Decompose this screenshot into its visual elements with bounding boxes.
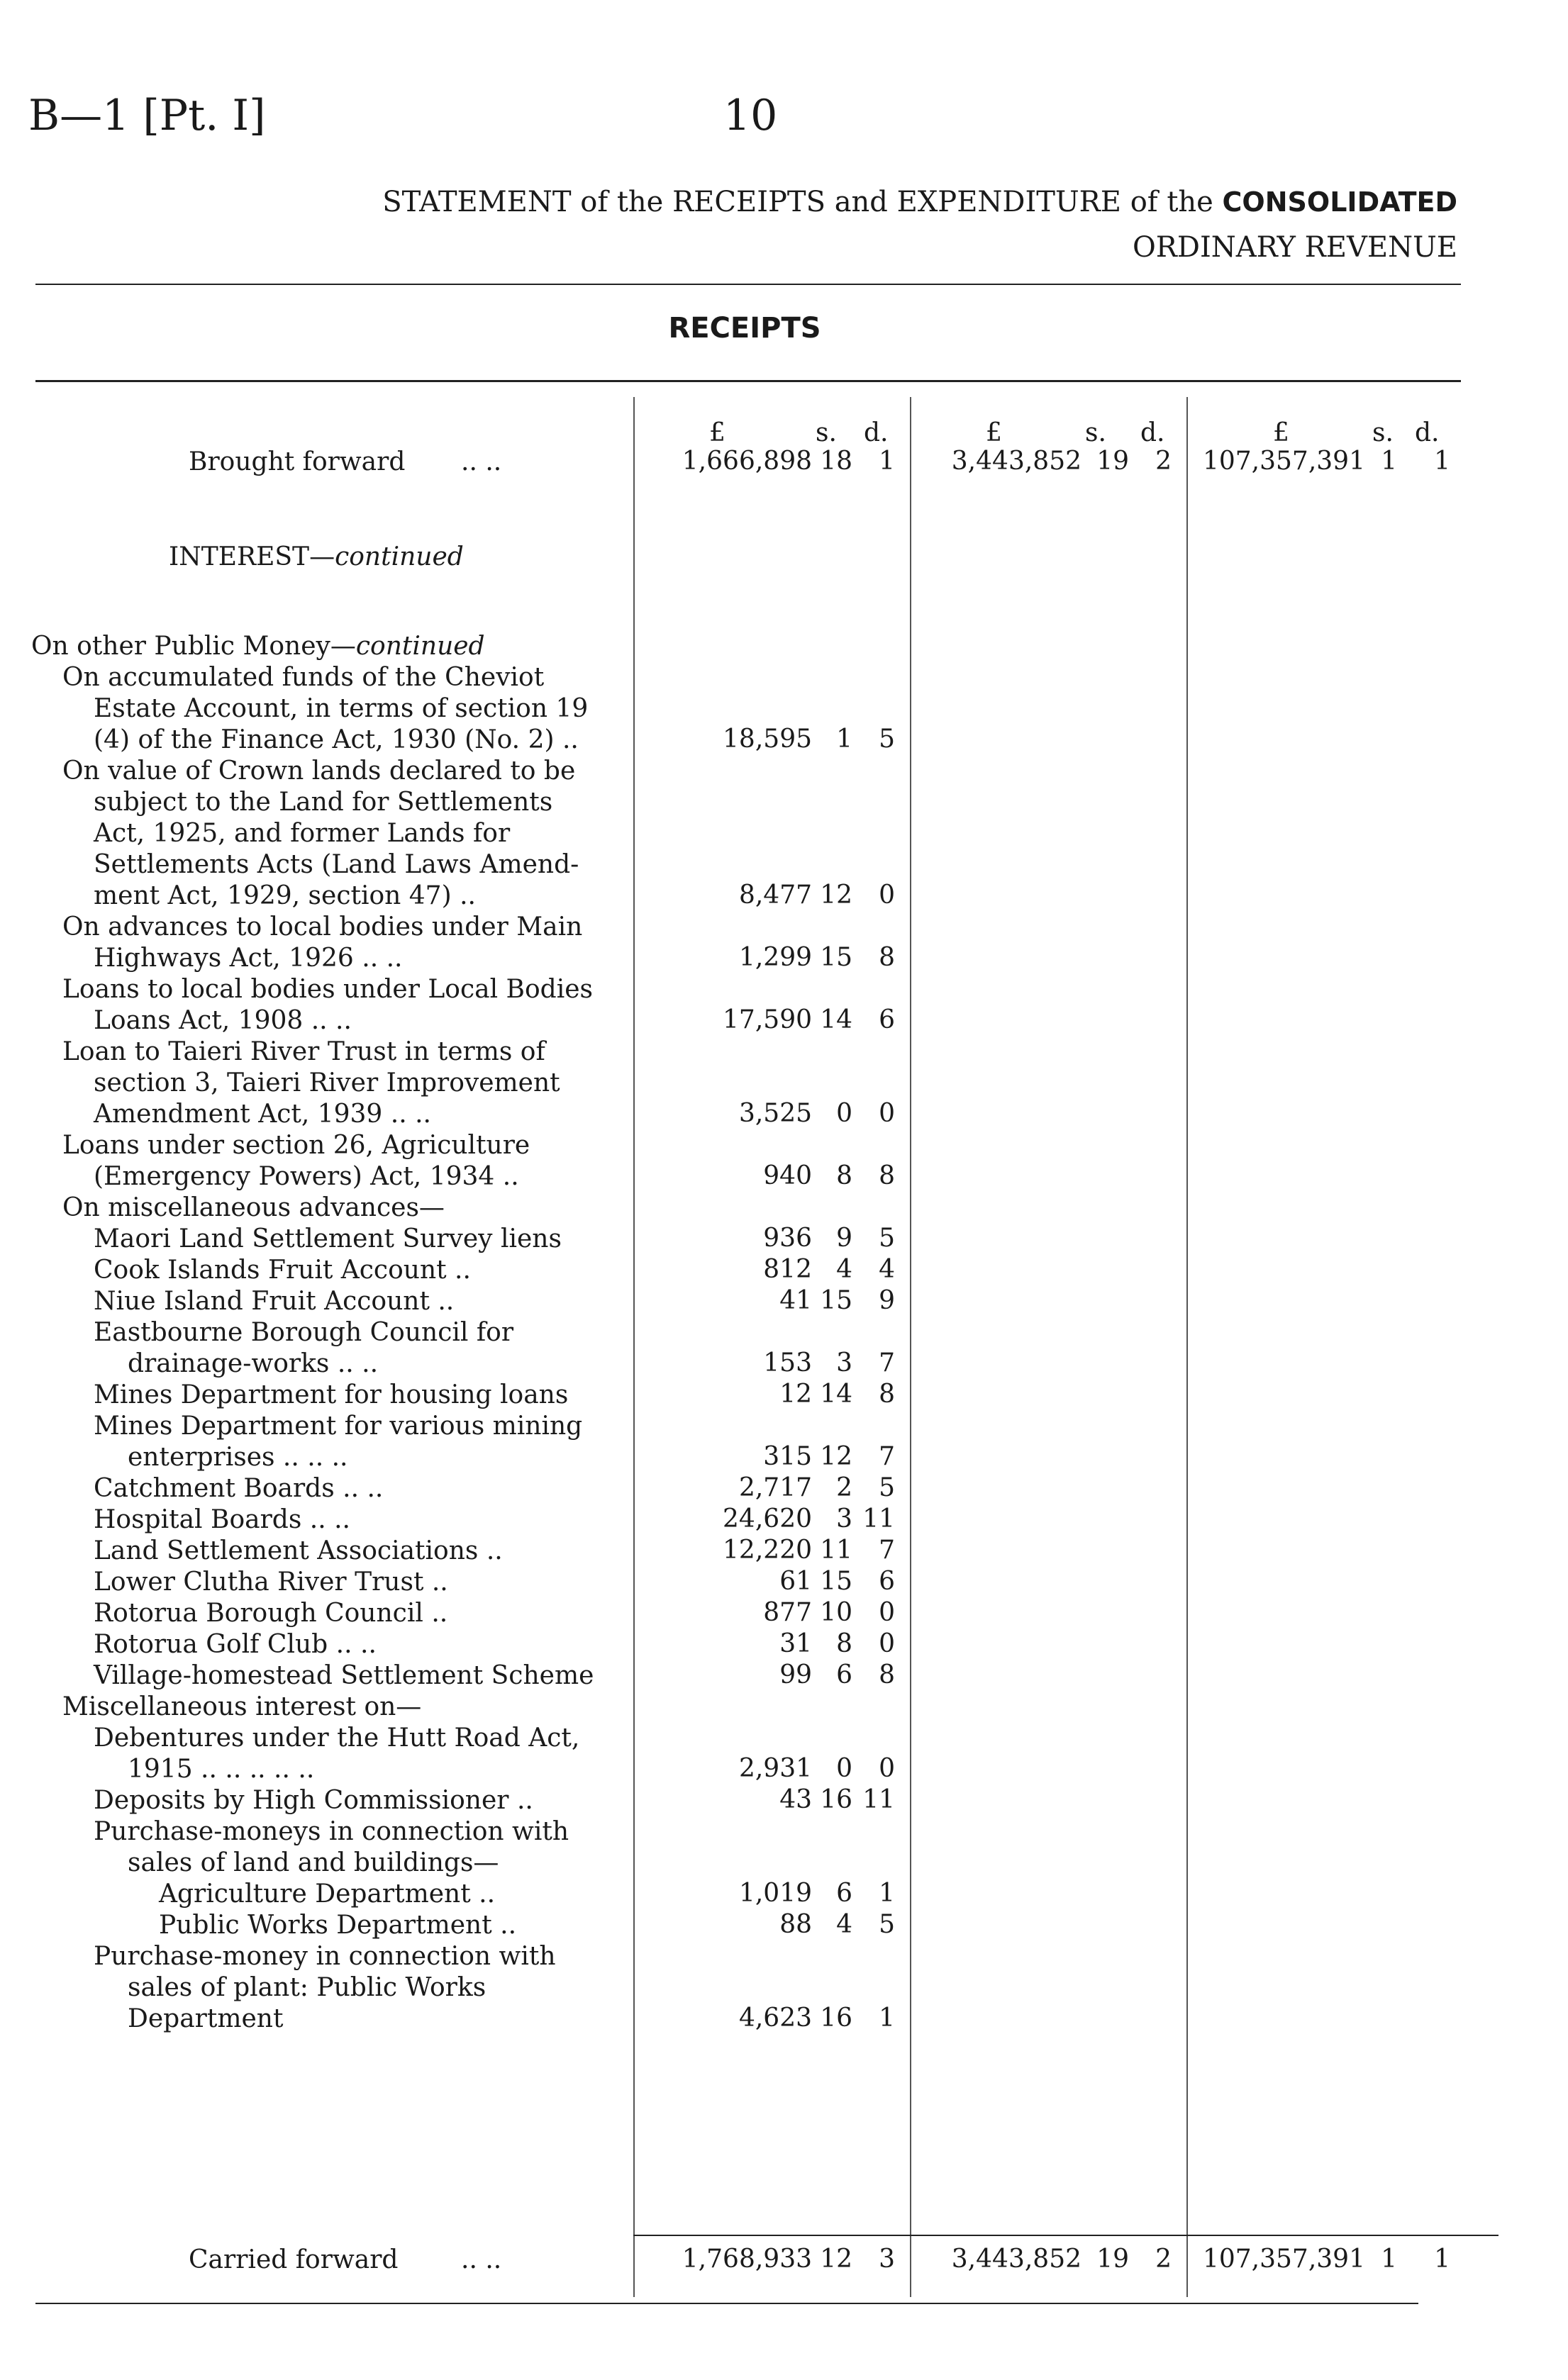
carried-forward-col3-shillings: 1: [1381, 2245, 1397, 2274]
amount-pence: 8: [879, 1660, 895, 1689]
description-line-text: Niue Island Fruit Account ..: [94, 1287, 455, 1316]
description-line: [31, 1723, 624, 1754]
amount-pence: 0: [879, 1754, 895, 1783]
description-line-text: Lower Clutha River Trust ..: [94, 1568, 448, 1597]
description-line-text: (4) of the Finance Act, 1930 (No. 2) ..: [94, 725, 579, 754]
brought-forward-col2-pounds: 3,443,852: [951, 447, 1082, 476]
description-line-text: On accumulated funds of the Cheviot: [62, 663, 545, 692]
amount-shillings: 2: [836, 1473, 852, 1502]
description-line: [31, 631, 624, 662]
brought-forward-col3-shillings: 1: [1381, 447, 1397, 476]
amount-shillings: 4: [836, 1910, 852, 1939]
amount-pounds: 24,620: [723, 1504, 812, 1533]
amount-pence: 0: [879, 881, 895, 910]
description-line-text: On other Public Money—: [31, 632, 356, 661]
amount-pence: 5: [879, 1473, 895, 1502]
amount-pounds: 8,477: [738, 881, 812, 910]
statement-title-bold: CONSOLIDATED: [1222, 186, 1457, 218]
carried-forward-col3-pence: 1: [1434, 2245, 1450, 2274]
description-line-text: Settlements Acts (Land Laws Amend-: [94, 850, 579, 879]
brought-forward-col1-pounds: 1,666,898: [682, 447, 812, 476]
carried-forward-label: Carried forward: [189, 2245, 399, 2274]
description-line: [31, 1598, 624, 1629]
description-line-text: Deposits by High Commissioner ..: [94, 1786, 533, 1815]
amount-pounds: 153: [763, 1348, 812, 1378]
description-line-text: 1915 .. .. .. .. ..: [128, 1755, 315, 1784]
amount-pounds: 315: [763, 1442, 812, 1471]
carried-forward-col2-pounds: 3,443,852: [951, 2245, 1082, 2274]
amount-pounds: 4,623: [738, 2004, 812, 2033]
description-line: [31, 1848, 624, 1879]
description-line-text: On value of Crown lands declared to be: [62, 756, 576, 786]
col2-shillings-header: s.: [1085, 418, 1106, 447]
amount-pence: 7: [879, 1348, 895, 1378]
description-line-text: Loans Act, 1908 .. ..: [94, 1006, 352, 1035]
description-line: [31, 1348, 624, 1380]
col2-pence-header: d.: [1140, 418, 1165, 447]
description-line: [31, 943, 624, 974]
description-line: [31, 1692, 624, 1723]
brought-forward-leader: .. ..: [461, 447, 502, 476]
carried-forward-col2-pence: 2: [1155, 2245, 1172, 2274]
amount-shillings: 6: [836, 1660, 852, 1689]
amount-pence: 0: [879, 1099, 895, 1128]
description-line-text: drainage-works .. ..: [128, 1349, 379, 1378]
amount-shillings: 14: [820, 1380, 852, 1409]
amount-pence: 7: [879, 1442, 895, 1471]
brought-forward-col3-pounds: 107,357,391: [1202, 447, 1365, 476]
description-line-text: Act, 1925, and former Lands for: [94, 819, 511, 848]
amount-pence: 7: [879, 1536, 895, 1565]
amount-shillings: 11: [820, 1536, 852, 1565]
subsection-continued: continued: [335, 542, 464, 571]
column-rule-1: [633, 397, 635, 2297]
amount-pounds: 41: [779, 1286, 812, 1315]
description-line-text: subject to the Land for Settlements: [94, 788, 553, 817]
description-line: [31, 1754, 624, 1785]
description-line-text: Agriculture Department ..: [159, 1879, 496, 1909]
amount-shillings: 1: [836, 725, 852, 754]
amount-shillings: 14: [820, 1005, 852, 1034]
description-line: [31, 849, 624, 881]
brought-forward-col2-shillings: 19: [1096, 447, 1129, 476]
col3-pence-header: d.: [1415, 418, 1440, 447]
subsection-heading: [169, 542, 464, 573]
amount-pence: 11: [862, 1785, 895, 1814]
description-line: [31, 1536, 624, 1567]
description-line-text: Cook Islands Fruit Account ..: [94, 1256, 471, 1285]
amount-shillings: 16: [820, 2004, 852, 2033]
amount-pence: 1: [879, 2004, 895, 2033]
col1-pence-header: d.: [864, 418, 889, 447]
description-line-text: Eastbourne Borough Council for: [94, 1318, 514, 1347]
description-line-text: Debentures under the Hutt Road Act,: [94, 1723, 580, 1753]
amount-pounds: 43: [779, 1785, 812, 1814]
amount-pounds: 812: [763, 1255, 812, 1284]
statement-title: [382, 186, 1457, 218]
description-line: [31, 1411, 624, 1442]
page-number: 10: [723, 91, 778, 140]
description-line-text: Loans to local bodies under Local Bodies: [62, 975, 594, 1004]
description-line-text: Land Settlement Associations ..: [94, 1536, 503, 1565]
description-line: [31, 1442, 624, 1473]
description-line: [31, 1629, 624, 1660]
description-line: [31, 787, 624, 818]
amount-pounds: 1,299: [738, 943, 812, 972]
table-top-rule: [35, 380, 1461, 382]
amount-pence: 6: [879, 1005, 895, 1034]
description-line: [31, 662, 624, 693]
amount-shillings: 0: [836, 1754, 852, 1783]
description-line-text: Purchase-money in connection with: [94, 1942, 556, 1971]
description-line: [31, 1317, 624, 1348]
description-line: [31, 1005, 624, 1037]
description-line: [31, 2004, 624, 2035]
description-line: [31, 1785, 624, 1816]
description-line-text: Catchment Boards .. ..: [94, 1474, 384, 1503]
amount-pounds: 31: [779, 1629, 812, 1658]
description-line: [31, 818, 624, 849]
description-line-text: Hospital Boards .. ..: [94, 1505, 350, 1534]
description-line-text: Amendment Act, 1939 .. ..: [94, 1100, 431, 1129]
amount-pounds: 61: [779, 1567, 812, 1596]
amount-pence: 5: [879, 1910, 895, 1939]
carried-forward-col1-pounds: 1,768,933: [682, 2245, 812, 2274]
section-title: RECEIPTS: [668, 312, 821, 345]
description-line: [31, 1255, 624, 1286]
amount-shillings: 10: [820, 1598, 852, 1627]
description-line-text: Rotorua Borough Council ..: [94, 1599, 448, 1628]
amount-shillings: 8: [836, 1161, 852, 1190]
description-line-text: (Emergency Powers) Act, 1934 ..: [94, 1162, 519, 1191]
carried-forward-col3-pounds: 107,357,391: [1202, 2245, 1365, 2274]
description-line: [31, 1972, 624, 2004]
description-line: [31, 693, 624, 725]
column-rule-2: [910, 397, 911, 2297]
description-line-text: Highways Act, 1926 .. ..: [94, 944, 403, 973]
amount-pence: 1: [879, 1879, 895, 1908]
description-line: [31, 1037, 624, 1068]
description-line: [31, 1816, 624, 1848]
description-line-text: ment Act, 1929, section 47) ..: [94, 881, 476, 910]
col3-shillings-header: s.: [1372, 418, 1394, 447]
description-line-text: Rotorua Golf Club .. ..: [94, 1630, 377, 1659]
amount-shillings: 15: [820, 943, 852, 972]
amount-pence: 11: [862, 1504, 895, 1533]
amount-pence: 8: [879, 943, 895, 972]
statement-subtitle: ORDINARY REVENUE: [1133, 231, 1457, 264]
description-line-text: Estate Account, in terms of section 19: [94, 694, 589, 723]
amount-shillings: 3: [836, 1348, 852, 1378]
carried-forward-leader: .. ..: [461, 2245, 502, 2274]
description-line: [31, 1567, 624, 1598]
description-line-text: Maori Land Settlement Survey liens: [94, 1224, 562, 1253]
description-line-text: sales of plant: Public Works: [128, 1973, 486, 2002]
amount-pounds: 936: [763, 1224, 812, 1253]
description-line: [31, 1130, 624, 1161]
description-line-text: Public Works Department ..: [159, 1911, 517, 1940]
document-code: B—1 [Pt. I]: [28, 91, 266, 140]
description-line-text: Mines Department for housing loans: [94, 1380, 569, 1409]
amount-pence: 8: [879, 1380, 895, 1409]
description-line: [31, 1286, 624, 1317]
brought-forward-col2-pence: 2: [1155, 447, 1172, 476]
amount-pounds: 99: [779, 1660, 812, 1689]
total-rule-top: [633, 2235, 1499, 2236]
amount-shillings: 12: [820, 881, 852, 910]
description-line: [31, 756, 624, 787]
amount-pounds: 12: [779, 1380, 812, 1409]
description-line: [31, 1879, 624, 1910]
amount-pounds: 18,595: [723, 725, 812, 754]
description-line: [31, 1473, 624, 1504]
amount-pounds: 2,931: [738, 1754, 812, 1783]
description-line: [31, 725, 624, 756]
amount-pence: 4: [879, 1255, 895, 1284]
brought-forward-col1-shillings: 18: [820, 447, 852, 476]
amount-shillings: 16: [820, 1785, 852, 1814]
amount-pounds: 940: [763, 1161, 812, 1190]
description-line-text: Mines Department for various mining: [94, 1412, 583, 1441]
amount-pounds: 877: [763, 1598, 812, 1627]
statement-title-prefix: STATEMENT of the RECEIPTS and EXPENDITURE of the: [382, 186, 1213, 218]
description-line: [31, 1192, 624, 1224]
description-line-italic: continued: [355, 632, 485, 661]
col2-pounds-header: £: [986, 418, 1002, 447]
amount-shillings: 9: [836, 1224, 852, 1253]
description-line-text: On miscellaneous advances—: [62, 1193, 445, 1222]
description-line-text: Village-homestead Settlement Scheme: [94, 1661, 594, 1690]
description-line-text: Department: [128, 2004, 284, 2033]
description-line: [31, 1380, 624, 1411]
description-line: [31, 912, 624, 943]
description-line: [31, 1161, 624, 1192]
description-line: [31, 974, 624, 1005]
description-line-text: Loans under section 26, Agriculture: [62, 1131, 530, 1160]
description-line-text: enterprises .. .. ..: [128, 1443, 348, 1472]
amount-shillings: 12: [820, 1442, 852, 1471]
amount-shillings: 4: [836, 1255, 852, 1284]
description-line: [31, 1660, 624, 1692]
description-line-text: Miscellaneous interest on—: [62, 1692, 422, 1721]
amount-pounds: 1,019: [738, 1879, 812, 1908]
description-line-text: sales of land and buildings—: [128, 1848, 499, 1877]
col1-shillings-header: s.: [816, 418, 837, 447]
description-column: [31, 631, 624, 2035]
amount-shillings: 8: [836, 1629, 852, 1658]
amount-pence: 9: [879, 1286, 895, 1315]
subsection-label: INTEREST—: [169, 542, 335, 571]
amount-pounds: 12,220: [723, 1536, 812, 1565]
header-rule: [35, 284, 1461, 285]
description-line: [31, 1068, 624, 1099]
description-line: [31, 1941, 624, 1972]
description-line: [31, 1224, 624, 1255]
description-line-text: On advances to local bodies under Main: [62, 912, 583, 942]
amount-pence: 6: [879, 1567, 895, 1596]
amount-shillings: 0: [836, 1099, 852, 1128]
brought-forward-col1-pence: 1: [879, 447, 895, 476]
col1-pounds-header: £: [709, 418, 725, 447]
description-line-text: section 3, Taieri River Improvement: [94, 1068, 560, 1097]
amount-shillings: 15: [820, 1567, 852, 1596]
description-line: [31, 1504, 624, 1536]
bottom-rule: [35, 2303, 1418, 2304]
column-rule-3: [1186, 397, 1188, 2297]
carried-forward-col1-shillings: 12: [820, 2245, 852, 2274]
description-line: [31, 1910, 624, 1941]
brought-forward-label: Brought forward: [189, 447, 406, 476]
amount-pounds: 2,717: [738, 1473, 812, 1502]
amount-pence: 5: [879, 1224, 895, 1253]
amount-pounds: 88: [779, 1910, 812, 1939]
amount-shillings: 3: [836, 1504, 852, 1533]
description-line-text: Loan to Taieri River Trust in terms of: [62, 1037, 545, 1066]
amount-pence: 0: [879, 1629, 895, 1658]
description-line: [31, 1099, 624, 1130]
description-line: [31, 881, 624, 912]
brought-forward-col3-pence: 1: [1434, 447, 1450, 476]
amount-shillings: 6: [836, 1879, 852, 1908]
col3-pounds-header: £: [1273, 418, 1289, 447]
amount-pence: 5: [879, 725, 895, 754]
amount-shillings: 15: [820, 1286, 852, 1315]
amount-pounds: 17,590: [723, 1005, 812, 1034]
amount-pounds: 3,525: [738, 1099, 812, 1128]
carried-forward-col2-shillings: 19: [1096, 2245, 1129, 2274]
amount-pence: 8: [879, 1161, 895, 1190]
description-line-text: Purchase-moneys in connection with: [94, 1817, 569, 1846]
carried-forward-col1-pence: 3: [879, 2245, 895, 2274]
amount-pence: 0: [879, 1598, 895, 1627]
